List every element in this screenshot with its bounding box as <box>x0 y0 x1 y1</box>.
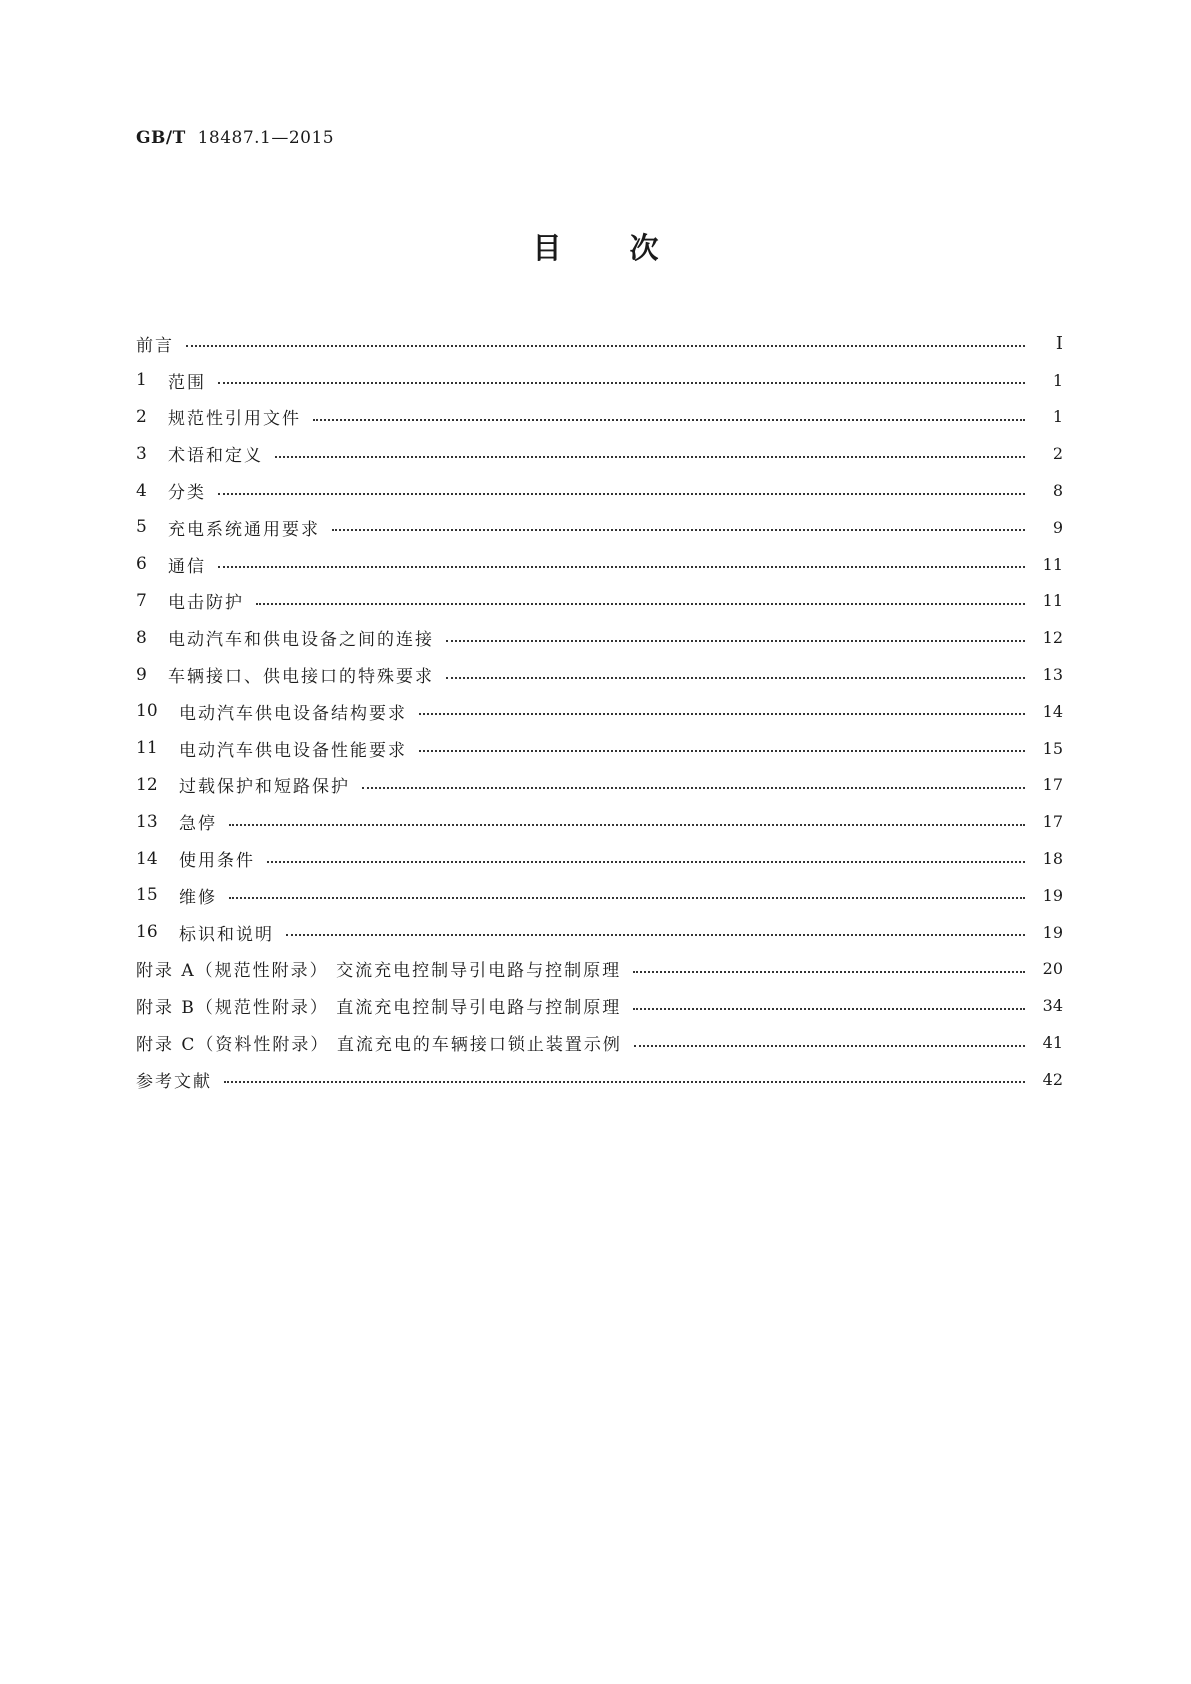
toc-page: 9 <box>1052 517 1063 537</box>
dot-leader <box>256 603 1025 605</box>
toc-number: 13 <box>136 811 158 832</box>
toc-page: 1 <box>1052 407 1063 427</box>
toc-entry-4[interactable] <box>136 472 1063 509</box>
dot-leader <box>419 713 1025 715</box>
toc-label: 电动汽车供电设备结构要求 <box>179 703 407 724</box>
toc-number: 3 <box>136 443 147 464</box>
toc-number: 16 <box>136 922 158 943</box>
toc-page: 11 <box>1042 554 1063 574</box>
toc-entry-14[interactable] <box>136 840 1063 877</box>
toc-label: 范围 <box>168 372 206 393</box>
toc-label: 前言 <box>136 335 174 356</box>
toc-number: 12 <box>136 774 158 795</box>
dot-leader <box>633 971 1025 973</box>
toc-label: 分类 <box>168 483 206 504</box>
toc-number: 10 <box>136 701 158 722</box>
toc-entry-15[interactable] <box>136 877 1063 914</box>
toc-label: 标识和说明 <box>179 924 274 945</box>
toc-label: 附录 B（规范性附录） 直流充电控制导引电路与控制原理 <box>136 998 622 1019</box>
standard-number: 18487.1—2015 <box>197 128 335 148</box>
toc-label: 使用条件 <box>179 851 255 872</box>
toc-page: 17 <box>1042 812 1063 832</box>
toc-label: 规范性引用文件 <box>168 409 301 430</box>
toc-entry-10[interactable] <box>136 693 1063 730</box>
toc-label: 急停 <box>179 814 217 835</box>
toc-entry-9[interactable] <box>136 656 1063 693</box>
toc-number: 5 <box>136 517 147 538</box>
dot-leader <box>446 640 1025 642</box>
dot-leader <box>224 1081 1025 1083</box>
toc-page: 19 <box>1042 922 1063 942</box>
toc-page: 15 <box>1042 738 1063 758</box>
dot-leader <box>634 1045 1025 1047</box>
dot-leader <box>229 824 1025 826</box>
toc-number: 2 <box>136 406 147 427</box>
toc-label: 过载保护和短路保护 <box>179 777 350 798</box>
toc-entry-foreword[interactable] <box>136 325 1063 362</box>
toc-page: Ⅰ <box>1055 332 1063 354</box>
toc-entry-6[interactable] <box>136 546 1063 583</box>
toc-page: 18 <box>1042 849 1063 869</box>
toc-label: 车辆接口、供电接口的特殊要求 <box>168 667 434 688</box>
toc-label: 附录 C（资料性附录） 直流充电的车辆接口锁止装置示例 <box>136 1035 622 1056</box>
toc-label: 通信 <box>168 556 206 577</box>
toc-number: 8 <box>136 627 147 648</box>
toc-number: 14 <box>136 848 158 869</box>
toc-entry-bibliography[interactable] <box>136 1061 1063 1098</box>
toc-page: 1 <box>1052 370 1063 390</box>
toc-page: 17 <box>1042 775 1063 795</box>
dot-leader <box>446 677 1025 679</box>
toc-page: 2 <box>1052 444 1063 464</box>
document-code <box>136 128 334 148</box>
toc-page: 34 <box>1042 996 1063 1016</box>
toc-title: 目次 <box>532 231 727 265</box>
toc-number: 9 <box>136 664 147 685</box>
dot-leader <box>275 456 1025 458</box>
toc-label: 电击防护 <box>168 593 244 614</box>
toc-entry-8[interactable] <box>136 619 1063 656</box>
toc-label: 维修 <box>179 887 217 908</box>
toc-label: 术语和定义 <box>168 446 263 467</box>
toc-label: 参考文献 <box>136 1071 212 1092</box>
toc-number: 1 <box>136 370 147 391</box>
dot-leader <box>218 382 1025 384</box>
table-of-contents <box>136 325 1063 1098</box>
toc-page: 13 <box>1042 665 1063 685</box>
toc-label: 电动汽车供电设备性能要求 <box>179 740 407 761</box>
toc-entry-annex-a[interactable] <box>136 951 1063 988</box>
toc-number: 4 <box>136 480 147 501</box>
toc-label: 附录 A（规范性附录） 交流充电控制导引电路与控制原理 <box>136 961 622 982</box>
dot-leader <box>229 897 1025 899</box>
toc-page: 42 <box>1042 1069 1063 1089</box>
standard-prefix: GB/T <box>136 128 186 148</box>
toc-label: 充电系统通用要求 <box>168 519 320 540</box>
toc-page: 12 <box>1042 628 1063 648</box>
toc-entry-16[interactable] <box>136 914 1063 951</box>
toc-number: 6 <box>136 554 147 575</box>
toc-page: 19 <box>1042 885 1063 905</box>
dot-leader <box>362 787 1025 789</box>
dot-leader <box>419 750 1025 752</box>
toc-label: 电动汽车和供电设备之间的连接 <box>168 630 434 651</box>
dot-leader <box>267 861 1025 863</box>
toc-entry-5[interactable] <box>136 509 1063 546</box>
dot-leader <box>332 529 1025 531</box>
toc-entry-2[interactable] <box>136 399 1063 436</box>
toc-entry-annex-c[interactable] <box>136 1024 1063 1061</box>
toc-entry-1[interactable] <box>136 362 1063 399</box>
toc-number: 15 <box>136 885 158 906</box>
dot-leader <box>313 419 1025 421</box>
toc-number: 7 <box>136 590 147 611</box>
toc-page: 11 <box>1042 591 1063 611</box>
toc-page: 20 <box>1042 959 1063 979</box>
dot-leader <box>218 566 1025 568</box>
toc-entry-3[interactable] <box>136 435 1063 472</box>
dot-leader <box>286 934 1025 936</box>
toc-entry-11[interactable] <box>136 730 1063 767</box>
toc-entry-annex-b[interactable] <box>136 987 1063 1024</box>
toc-entry-13[interactable] <box>136 803 1063 840</box>
toc-page: 14 <box>1042 701 1063 721</box>
dot-leader <box>186 345 1025 347</box>
toc-page: 41 <box>1042 1033 1063 1053</box>
dot-leader <box>633 1008 1025 1010</box>
dot-leader <box>218 493 1025 495</box>
toc-number: 11 <box>136 738 158 759</box>
toc-entry-12[interactable] <box>136 767 1063 804</box>
toc-entry-7[interactable] <box>136 583 1063 620</box>
toc-page: 8 <box>1052 481 1063 501</box>
